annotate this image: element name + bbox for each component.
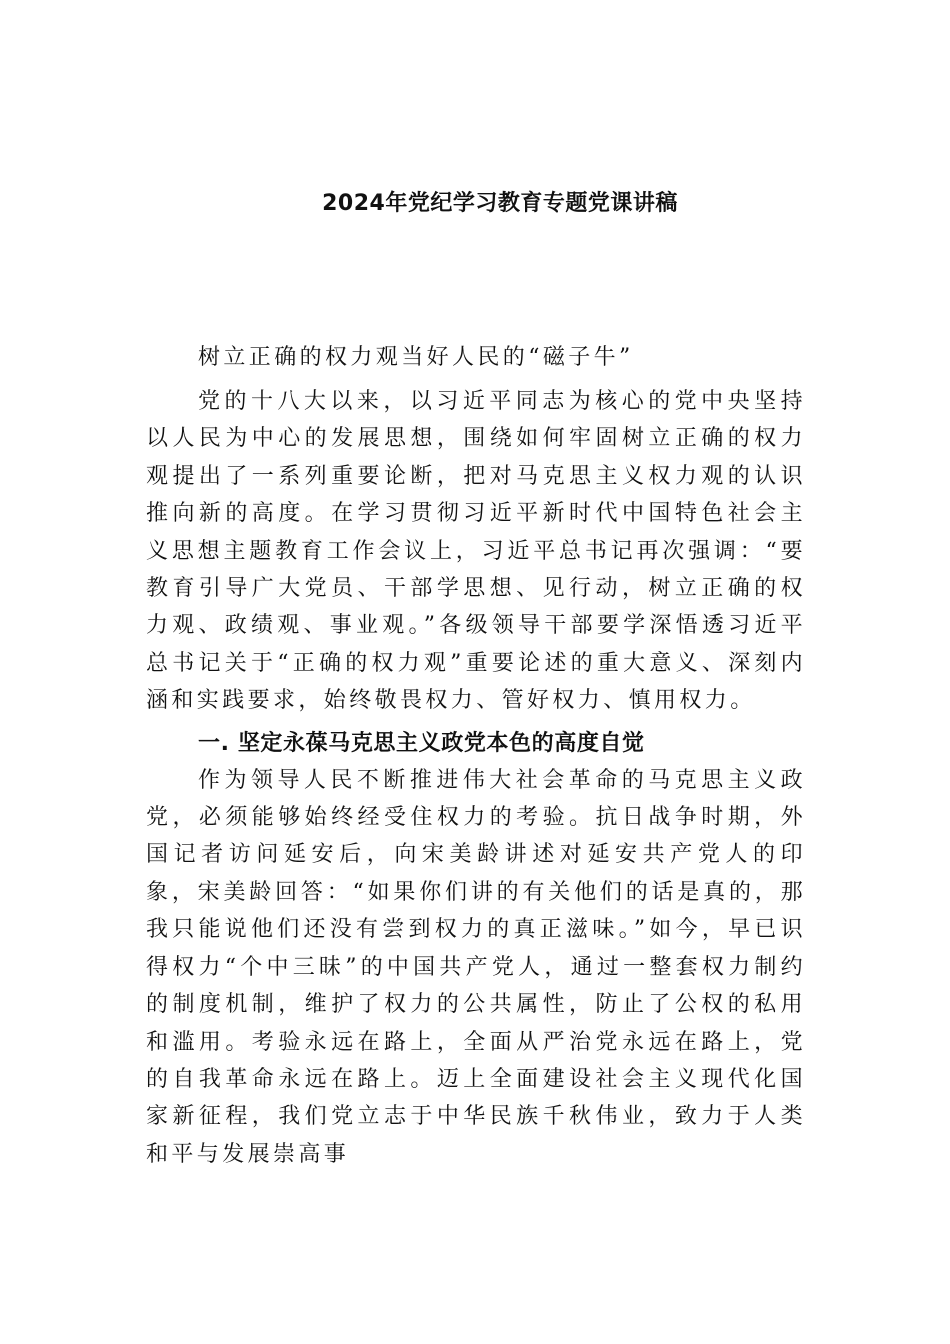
document-title: 2024年党纪学习教育专题党课讲稿 (322, 191, 678, 216)
section-paragraph: 作为领导人民不断推进伟大社会革命的马克思主义政党，必须能够始终经受住权力的考验。抗日战争时期，外国记者访问延安后，向宋美龄讲述对延安共产党人的印象，宋美龄回答：“如果你们讲的有关他们的话是真的，那我只能说他们还没有尝到权力的真正滋味。”如今，早已识得权力“个中三昧”的中国共产党人，通过一整套权力制约的制度机制，维护了权力的公共属性，防止了公权的私用和滥用。考验永远在路上，全面从严治党永远在路上，党的自我革命永远在路上。迈上全面建设社会主义现代化国家新征程，我们党立志于中华民族千秋伟业，致力于人类和平与发展崇高事 (146, 767, 806, 1167)
section-heading: 一. 坚定永葆马克思主义政党本色的高度自觉 (198, 730, 645, 756)
intro-paragraph: 党的十八大以来，以习近平同志为核心的党中央坚持以人民为中心的发展思想，围绕如何牢固树立正确的权力观提出了一系列重要论断，把对马克思主义权力观的认识推向新的高度。在学习贯彻习近平新时代中国特色社会主义思想主题教育工作会议上，习近平总书记再次强调：“要教育引导广大党员、干部学思想、见行动，树立正确的权力观、政绩观、事业观。”各级领导干部要学深悟透习近平总书记关于“正确的权力观”重要论述的重大意义、深刻内涵和实践要求，始终敬畏权力、管好权力、慎用权力。 (146, 389, 806, 714)
document-body (146, 340, 806, 1173)
document-subtitle: 树立正确的权力观当好人民的“磁子牛” (198, 345, 634, 370)
